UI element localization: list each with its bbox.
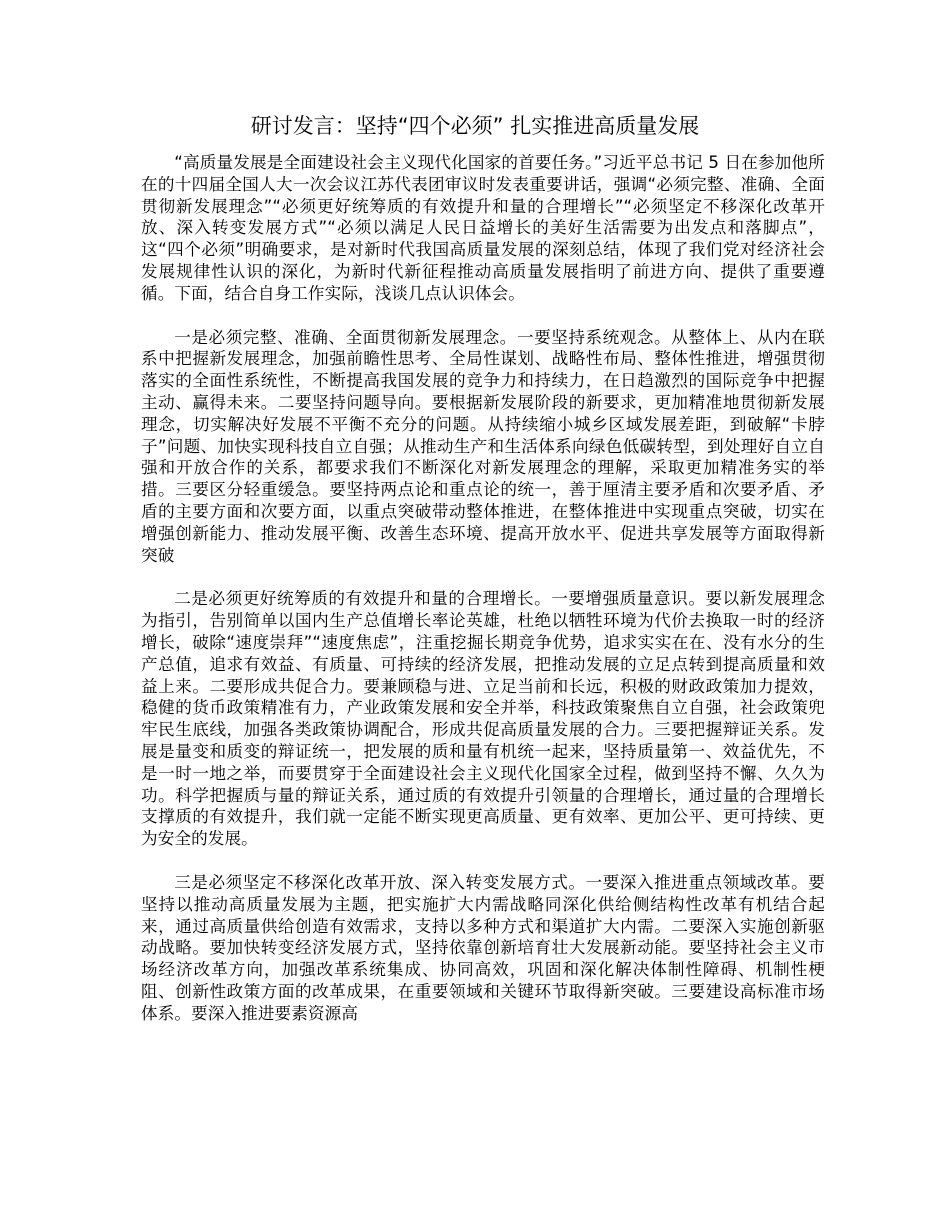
paragraph-intro: “高质量发展是全面建设社会主义现代化国家的首要任务。”习近平总书记 5 日在参加他所在的十四届全国人大一次会议江苏代表团审议时发表重要讲话，强调“必须完整、准确、全面贯彻新发展理念”“必须更好统筹质的有效提升和量的合理增长”“必须坚定不移深化改革开放、深入转变发展方式”“必须以满足人民日益增长的美好生活需要为出发点和落脚点”，这“四个必须”明确要求，是对新时代我国高质量发展的深刻总结，体现了我们党对经济社会发展规律性认识的深化，为新时代新征程推动高质量发展指明了前进方向、提供了重要遵循。下面，结合自身工作实际，浅谈几点认识体会。 <box>141 153 825 303</box>
paragraph-point-1: 一是必须完整、准确、全面贯彻新发展理念。一要坚持系统观念。从整体上、从内在联系中把握新发展理念，加强前瞻性思考、全局性谋划、战略性布局、整体性推进，增强贯彻落实的全面性系统性，不断提高我国发展的竞争力和持续力，在日趋激烈的国际竞争中把握主动、赢得未来。二要坚持问题导向。要根据新发展阶段的新要求，更加精准地贯彻新发展理念，切实解决好发展不平衡不充分的问题。从持续缩小城乡区域发展差距，到破解“卡脖子”问题、加快实现科技自立自强；从推动生产和生活体系向绿色低碳转型，到处理好自立自强和开放合作的关系，都要求我们不断深化对新发展理念的理解，采取更加精准务实的举措。三要区分轻重缓急。要坚持两点论和重点论的统一，善于厘清主要矛盾和次要矛盾、矛盾的主要方面和次要方面，以重点突破带动整体推进，在整体推进中实现重点突破，切实在增强创新能力、推动发展平衡、改善生态环境、提高开放水平、促进共享发展等方面取得新突破 <box>141 327 825 565</box>
document-body <box>141 152 825 1046</box>
document-title: 研讨发言：坚持“四个必须” 扎实推进高质量发展 <box>250 114 700 138</box>
paragraph-point-3: 三是必须坚定不移深化改革开放、深入转变发展方式。一要深入推进重点领域改革。要坚持以推动高质量发展为主题，把实施扩大内需战略同深化供给侧结构性改革有机结合起来，通过高质量供给创造有效需求，支持以多种方式和渠道扩大内需。二要深入实施创新驱动战略。要加快转变经济发展方式，坚持依靠创新培育壮大发展新动能。要坚持社会主义市场经济改革方向，加强改革系统集成、协同高效，巩固和深化解决体制性障碍、机制性梗阻、创新性政策方面的改革成果，在重要领域和关键环节取得新突破。三要建设高标准市场体系。要深入推进要素资源高 <box>141 872 825 1023</box>
paragraph-point-2: 二是必须更好统筹质的有效提升和量的合理增长。一要增强质量意识。要以新发展理念为指引，告别简单以国内生产总值增长率论英雄，杜绝以牺牲环境为代价去换取一时的经济增长，破除“速度崇拜”“速度焦虑”，注重挖掘长期竞争优势，追求实实在在、没有水分的生产总值，追求有效益、有质量、可持续的经济发展，把推动发展的立足点转到提高质量和效益上来。二要形成共促合力。要兼顾稳与进、立足当前和长远，积极的财政政策加力提效，稳健的货币政策精准有力，产业政策发展和安全并举，科技政策聚焦自立自强，社会政策兜牢民生底线，加强各类政策协调配合，形成共促高质量发展的合力。三要把握辩证关系。发展是量变和质变的辩证统一，把发展的质和量有机统一起来，坚持质量第一、效益优先，不是一时一地之举，而要贯穿于全面建设社会主义现代化国家全过程，做到坚持不懈、久久为功。科学把握质与量的辩证关系，通过质的有效提升引领量的合理增长，通过量的合理增长支撑质的有效提升，我们就一定能不断实现更高质量、更有效率、更加公平、更可持续、更为安全的发展。 <box>141 589 825 849</box>
